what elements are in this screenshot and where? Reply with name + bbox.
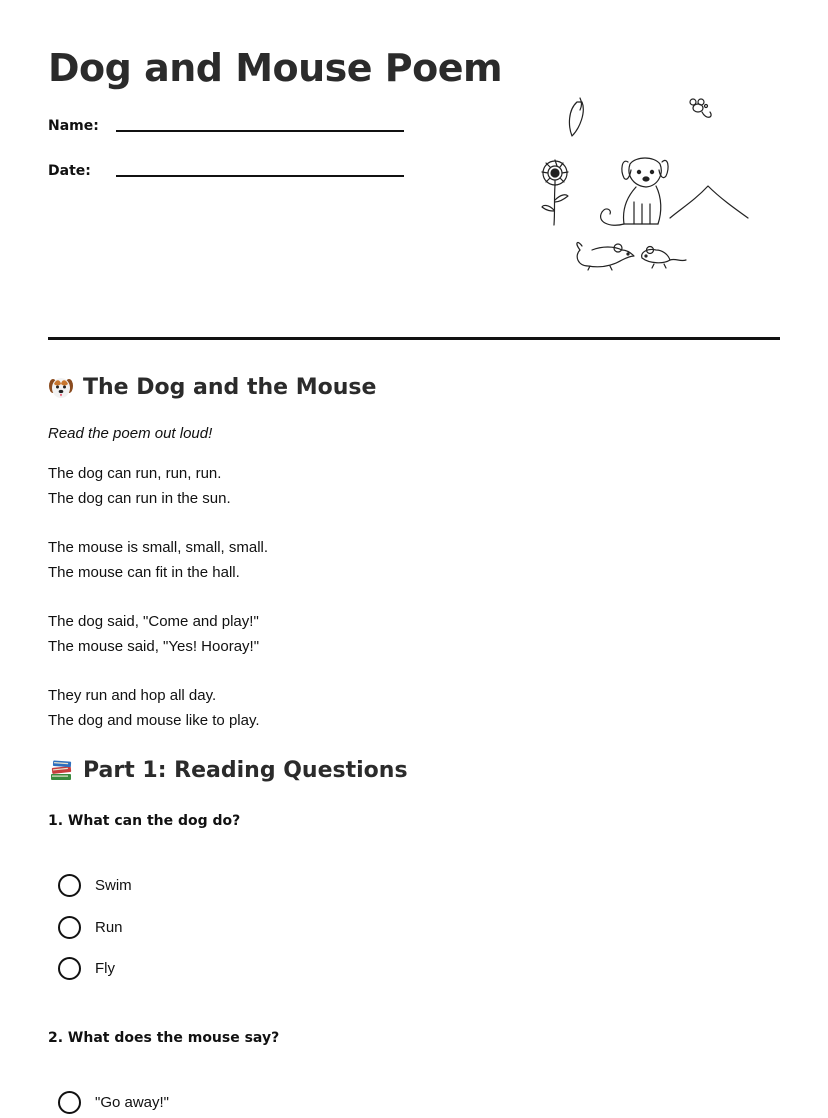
answer-option-run[interactable] <box>58 916 123 939</box>
poem-line: The mouse is small, small, small. <box>48 539 269 556</box>
leaf-icon <box>569 98 583 136</box>
poem-stanza <box>48 684 260 733</box>
radio-button[interactable] <box>58 916 81 939</box>
dog-icon <box>601 158 669 225</box>
option-label: Run <box>95 919 123 936</box>
radio-button[interactable] <box>58 957 81 980</box>
name-field <box>48 118 99 134</box>
poem-heading <box>48 374 376 400</box>
name-label: Name: <box>48 118 99 134</box>
mountain-icon <box>670 186 748 218</box>
poem-instruction: Read the poem out loud! <box>48 425 213 442</box>
part1-heading-text: Part 1: Reading Questions <box>83 757 408 783</box>
option-label: "Go away!" <box>95 1094 170 1111</box>
poem-line: The mouse said, "Yes! Hooray!" <box>48 637 260 655</box>
answer-option-swim[interactable] <box>58 874 132 897</box>
poem-line: The dog and mouse like to play. <box>48 711 260 729</box>
date-label: Date: <box>48 163 91 179</box>
sunflower-icon <box>542 160 568 225</box>
radio-button[interactable] <box>58 874 81 897</box>
radio-button[interactable] <box>58 1091 81 1114</box>
poem-line: The mouse can fit in the hall. <box>48 563 240 581</box>
poem-line: The dog can run, run, run. <box>48 465 222 482</box>
poem-line: The dog said, "Come and play!" <box>48 613 259 630</box>
answer-option-fly[interactable] <box>58 957 115 980</box>
question-2: 2. What does the mouse say? <box>48 1030 280 1046</box>
mouse-icon <box>577 243 634 270</box>
part1-heading <box>48 757 408 783</box>
small-mouse-icon <box>642 247 686 269</box>
poem-heading-text: The Dog and the Mouse <box>83 374 377 400</box>
dog-face-icon <box>48 374 74 400</box>
bee-icon <box>690 99 711 117</box>
poem-stanza <box>48 462 231 511</box>
doodle-illustration <box>530 90 760 280</box>
date-field <box>48 163 91 179</box>
option-label: Fly <box>95 960 115 977</box>
poem-line: The dog can run in the sun. <box>48 489 231 507</box>
name-input-line[interactable] <box>116 130 404 132</box>
books-icon <box>48 757 74 783</box>
poem-stanza <box>48 536 268 585</box>
date-input-line[interactable] <box>116 175 404 177</box>
page-title: Dog and Mouse Poem <box>48 46 503 90</box>
section-divider <box>48 337 780 340</box>
answer-option-go-away[interactable] <box>58 1091 169 1114</box>
poem-line: They run and hop all day. <box>48 687 217 704</box>
poem-stanza <box>48 610 259 659</box>
question-1: 1. What can the dog do? <box>48 813 241 829</box>
option-label: Swim <box>95 877 132 894</box>
